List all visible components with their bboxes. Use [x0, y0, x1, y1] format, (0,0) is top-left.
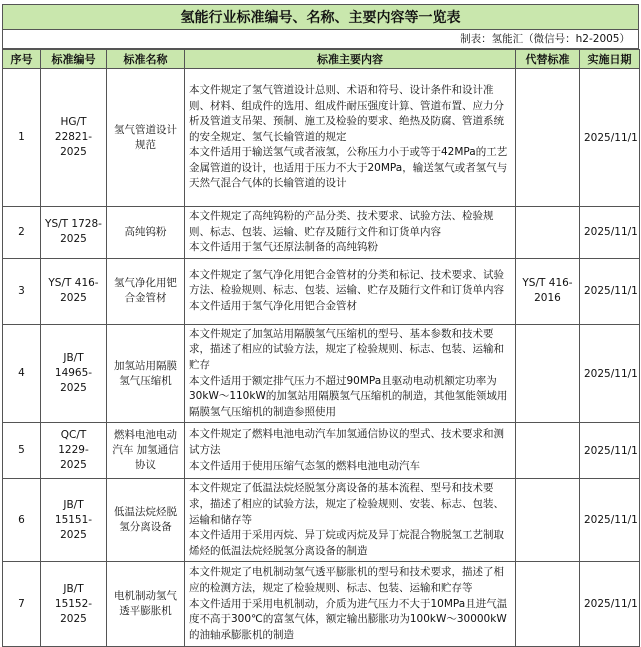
table-row — [3, 423, 640, 479]
row-name: 高纯钨粉 — [107, 207, 185, 259]
row-code: QC/T 1229-2025 — [41, 423, 107, 479]
table-row — [3, 479, 640, 562]
row-replaces — [516, 479, 580, 562]
content-scope: 本文件规定了高纯钨粉的产品分类、技术要求、试验方法、检验规则、标志、包装、运输、贮存及随行文件和订货单内容 — [189, 210, 494, 238]
row-name: 加氢站用隔膜氢气压缩机 — [107, 324, 185, 423]
row-name: 低温法烷烃脱氢分离设备 — [107, 479, 185, 562]
content-scope: 本文件规定了氢气净化用钯合金管材的分类和标记、技术要求、试验方法、检验规则、标志、包装、运输、贮存及随行文件和订货单内容 — [189, 268, 504, 297]
row-date: 2025/11/1 — [580, 324, 640, 423]
row-date: 2025/11/1 — [580, 207, 640, 259]
content-scope: 本文件规定了氢气管道设计总则、术语和符号、设计条件和设计准则、材料、组成件的选用、组成件耐压强度计算、管道布置、应力分析及管道支吊架、预制、施工及检验的要求、绝热及防腐、管道系统的安全规定、氢气长输管道的规定 — [189, 83, 504, 143]
content-applicability: 本文件适用于使用压缩气态氢的燃料电池电动汽车 — [189, 459, 420, 472]
row-no: 3 — [3, 258, 41, 324]
row-no: 6 — [3, 479, 41, 562]
table-row — [3, 207, 640, 259]
row-no: 5 — [3, 423, 41, 479]
header-replaces: 代替标准 — [516, 50, 580, 69]
content-applicability: 本文件适用于氢气净化用钯合金管材 — [189, 300, 357, 313]
row-date: 2025/11/1 — [580, 258, 640, 324]
content-applicability: 本文件适用于采用丙烷、异丁烷或丙烷及异丁烷混合物脱氢工艺制取烯烃的低温法烷烃脱氢分离设备的制造 — [189, 529, 504, 557]
row-content — [185, 423, 516, 479]
row-code: JB/T 15152-2025 — [41, 562, 107, 647]
row-name: 氢气净化用钯合金管材 — [107, 258, 185, 324]
row-code: HG/T 22821-2025 — [41, 69, 107, 207]
header-content: 标准主要内容 — [185, 50, 516, 69]
header-code: 标准编号 — [41, 50, 107, 69]
row-replaces — [516, 207, 580, 259]
maker-credit: 制表：氢能汇（微信号：h2-2005） — [2, 30, 639, 49]
content-scope: 本文件规定了燃料电池电动汽车加氢通信协议的型式、技术要求和测试方法 — [189, 428, 504, 457]
row-no: 4 — [3, 324, 41, 423]
row-content — [185, 207, 516, 259]
row-content — [185, 562, 516, 647]
table-row — [3, 562, 640, 647]
row-replaces — [516, 562, 580, 647]
row-no: 7 — [3, 562, 41, 647]
row-content — [185, 324, 516, 423]
content-applicability: 本文件适用于采用电机制动，介质为进气压力不大于10MPa且进气温度不高于300℃的富氢气体，额定输出膨胀功为100kW～30000kW的油轴承膨胀机的制造 — [189, 597, 508, 641]
content-scope: 本文件规定了加氢站用隔膜氢气压缩机的型号、基本参数和技术要求，描述了相应的试验方法，规定了检验规则、标志、包装、运输和贮存 — [189, 327, 504, 371]
row-no: 1 — [3, 69, 41, 207]
content-applicability: 本文件适用于氢气还原法制备的高纯钨粉 — [189, 241, 378, 254]
row-replaces — [516, 423, 580, 479]
row-replaces — [516, 69, 580, 207]
row-content — [185, 479, 516, 562]
content-scope: 本文件规定了电机制动氢气透平膨胀机的型号和技术要求，描述了相应的检测方法，规定了检验规则、标志、包装、运输和贮存等 — [189, 566, 504, 594]
row-code: YS/T 416-2025 — [41, 258, 107, 324]
header-no: 序号 — [3, 50, 41, 69]
table-row — [3, 69, 640, 207]
row-code: JB/T 15151-2025 — [41, 479, 107, 562]
row-date: 2025/11/1 — [580, 479, 640, 562]
row-name: 氢气管道设计规范 — [107, 69, 185, 207]
row-replaces — [516, 324, 580, 423]
header-date: 实施日期 — [580, 50, 640, 69]
standards-table — [2, 49, 640, 647]
table-row — [3, 258, 640, 324]
content-applicability: 本文件适用于输送氢气或者液氢，公称压力小于或等于42MPa的工艺金属管道的设计，也适用于压力不大于20MPa，输送氢气或者氢气与天然气混合气体的长输管道的设计 — [189, 146, 508, 190]
row-date: 2025/11/1 — [580, 423, 640, 479]
sheet-title: 氢能行业标准编号、名称、主要内容等一览表 — [2, 4, 639, 30]
row-content — [185, 258, 516, 324]
content-applicability: 本文件适用于额定排气压力不超过90MPa且驱动电动机额定功率为30kW～110kW的加氢站用隔膜氢气压缩机的制造，其他氢能领域用隔膜氢气压缩机的制造参照使用 — [189, 374, 508, 418]
table-row — [3, 324, 640, 423]
row-content — [185, 69, 516, 207]
row-code: YS/T 1728-2025 — [41, 207, 107, 259]
header-row — [3, 50, 640, 69]
row-no: 2 — [3, 207, 41, 259]
content-scope: 本文件规定了低温法烷烃脱氢分离设备的基本流程、型号和技术要求，描述了相应的试验方法，规定了检验规则、安装、标志、包装、运输和储存等 — [189, 482, 504, 526]
header-name: 标准名称 — [107, 50, 185, 69]
row-replaces: YS/T 416-2016 — [516, 258, 580, 324]
row-date: 2025/11/1 — [580, 69, 640, 207]
row-name: 电机制动氢气透平膨胀机 — [107, 562, 185, 647]
row-code: JB/T 14965-2025 — [41, 324, 107, 423]
row-name: 燃料电池电动汽车 加氢通信协议 — [107, 423, 185, 479]
row-date: 2025/11/1 — [580, 562, 640, 647]
